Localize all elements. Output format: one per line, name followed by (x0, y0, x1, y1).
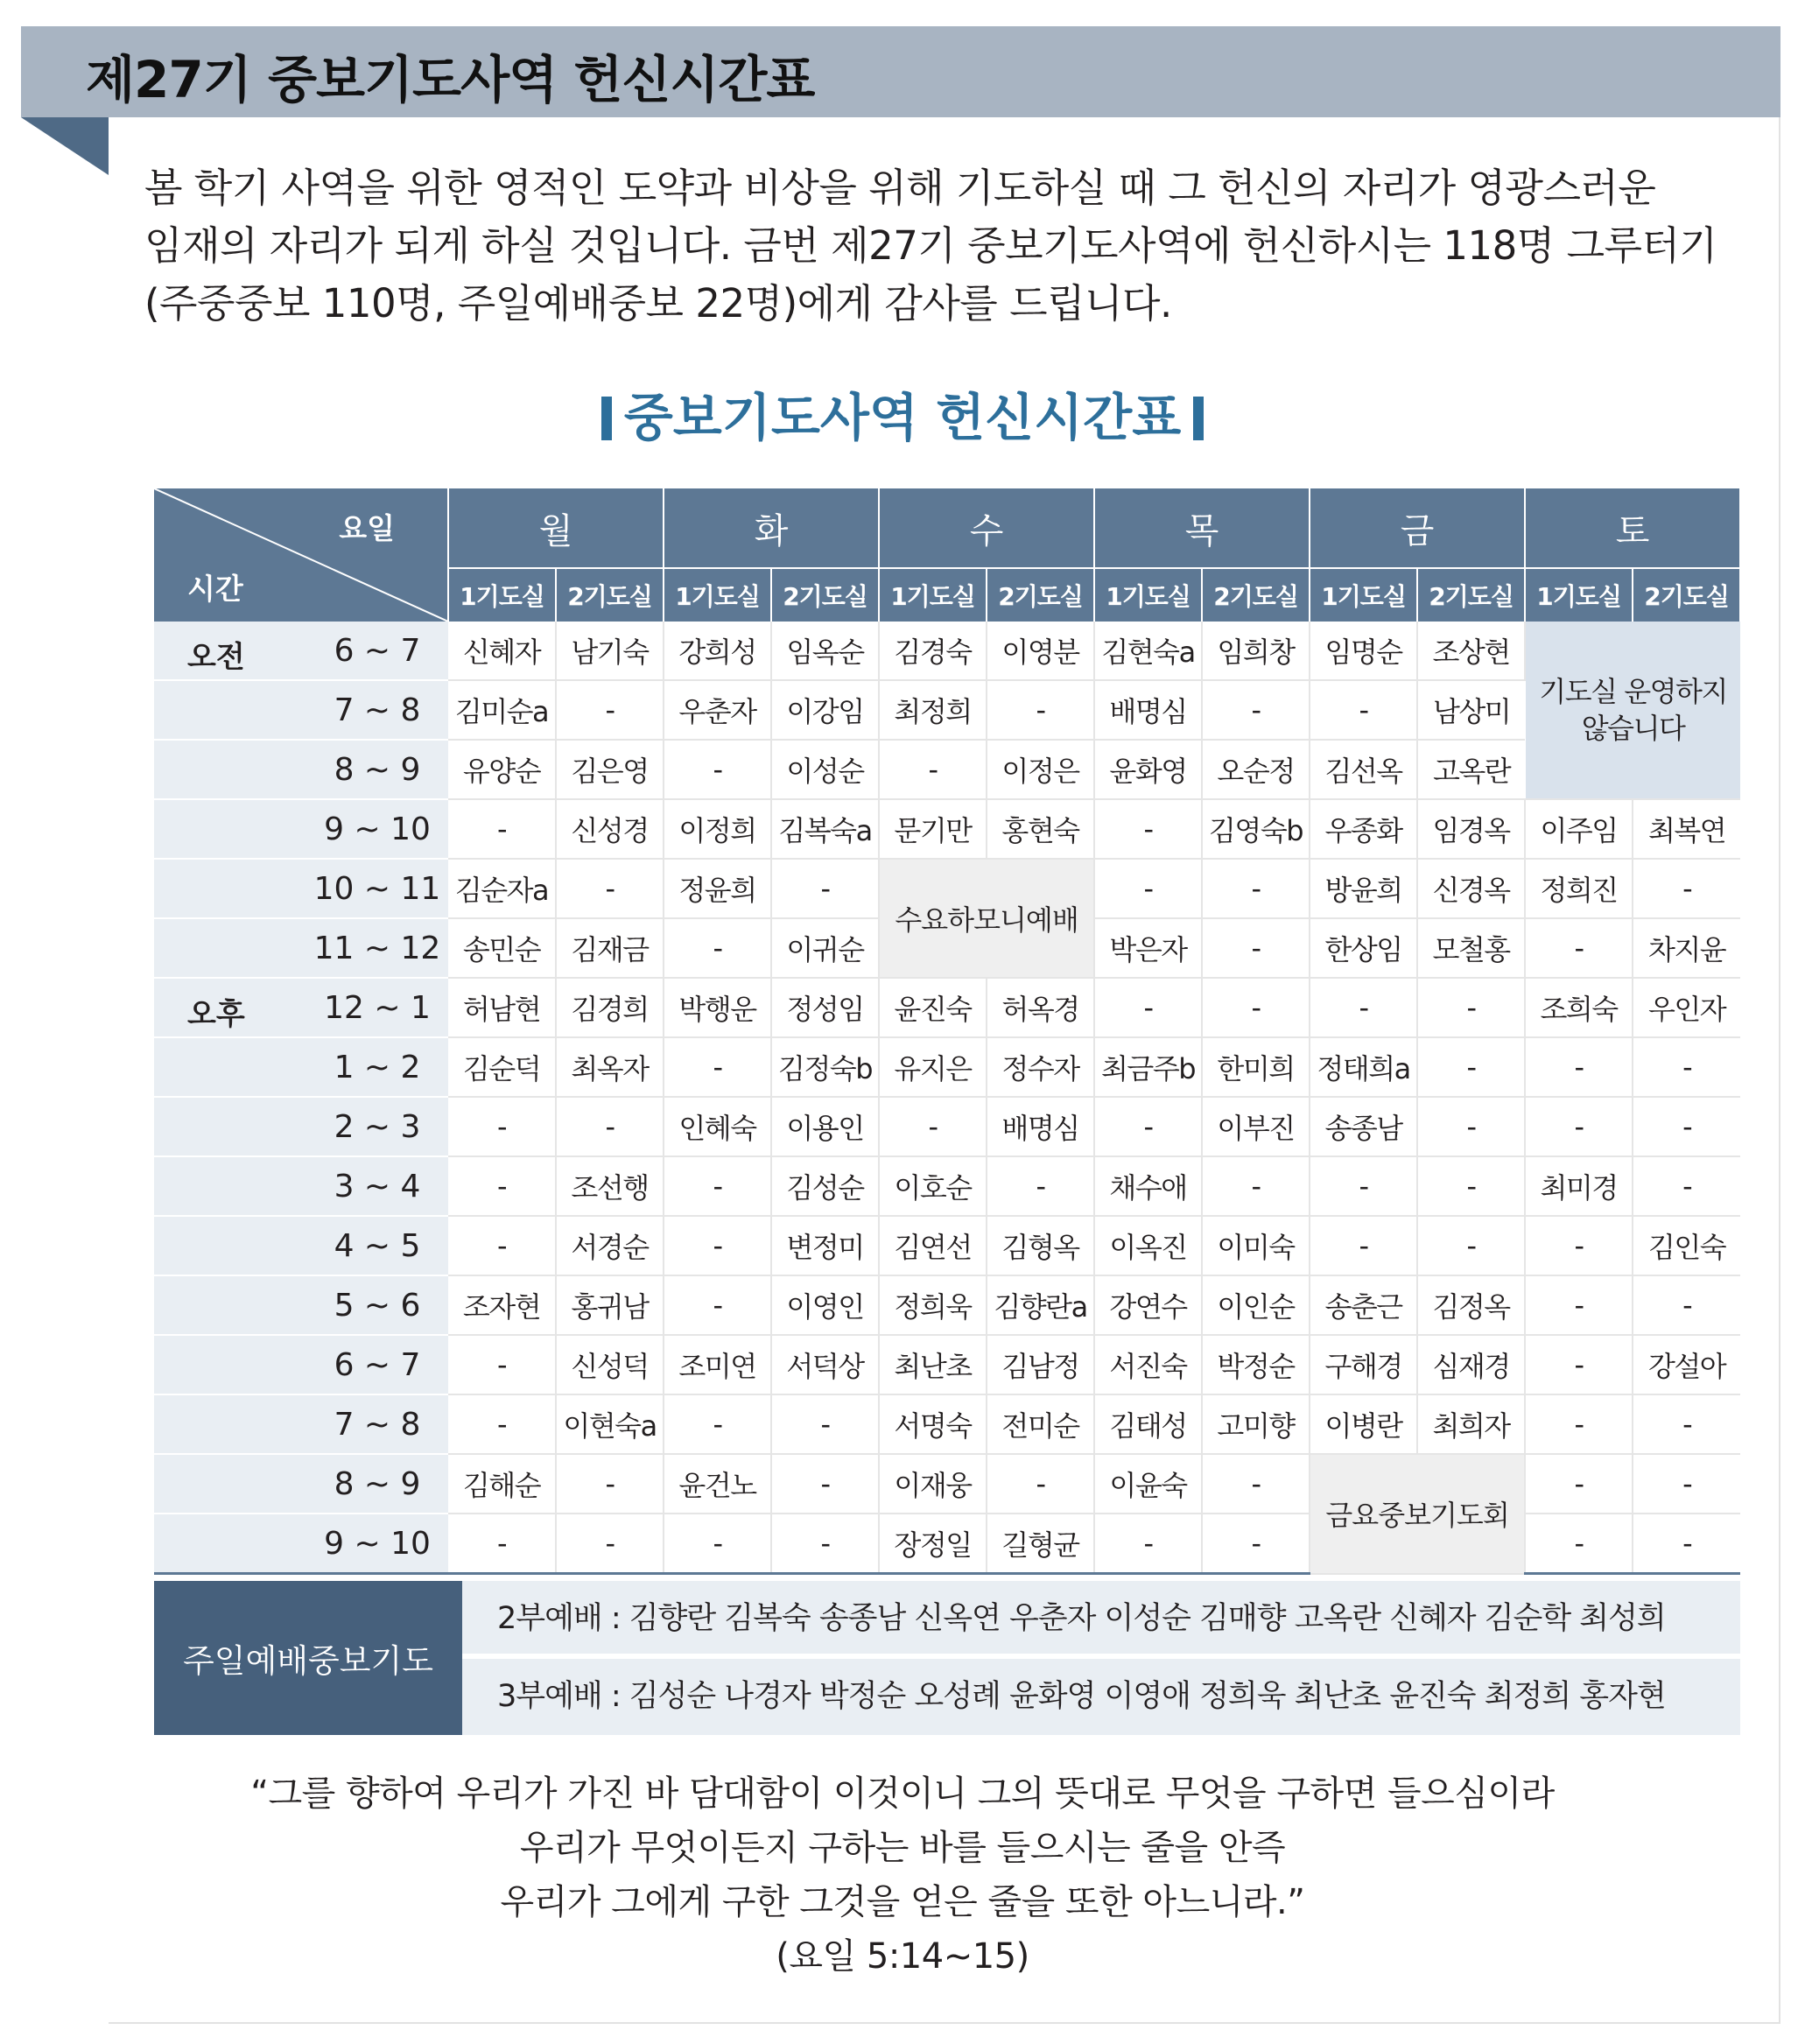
table-cell: 조자현 (448, 1275, 556, 1335)
table-cell: 신성경 (556, 799, 664, 859)
table-cell: 이옥진 (1094, 1216, 1202, 1275)
intro-line: 임재의 자리가 되게 하실 것입니다. 금번 제27기 중보기도사역에 헌신하시는 118명 그루터기 (144, 222, 1717, 269)
time-slot (154, 1454, 448, 1514)
time-range: 11 ~ 12 (313, 931, 441, 966)
table-cell: 고옥란 (1417, 740, 1525, 799)
table-cell: 최희자 (1417, 1394, 1525, 1454)
time-slot (154, 799, 448, 859)
title-bar-left (601, 397, 612, 440)
table-cell: - (664, 918, 771, 978)
time-range: 7 ~ 8 (334, 1407, 421, 1443)
table-cell: 우인자 (1633, 978, 1740, 1037)
table-cell: 이호순 (879, 1156, 987, 1216)
table-cell: 신경옥 (1417, 859, 1525, 918)
table-cell: 전미순 (987, 1394, 1094, 1454)
room-header: 2기도실 (556, 568, 664, 622)
table-cell: 인혜숙 (664, 1097, 771, 1156)
room-header: 2기도실 (1202, 568, 1310, 622)
table-cell: 김정옥 (1417, 1275, 1525, 1335)
table-cell: - (1633, 859, 1740, 918)
table-cell: - (1633, 1394, 1740, 1454)
table-cell: 박행운 (664, 978, 771, 1037)
table-cell: - (879, 1097, 987, 1156)
room-header: 1기도실 (879, 568, 987, 622)
table-cell: 조선행 (556, 1156, 664, 1216)
table-cell: 이성순 (771, 740, 879, 799)
table-row (154, 978, 1740, 1037)
time-range: 6 ~ 7 (334, 1347, 421, 1383)
table-cell: 길형균 (987, 1514, 1094, 1574)
table-cell: 김정숙b (771, 1037, 879, 1097)
table-cell: 김선옥 (1310, 740, 1417, 799)
table-row (154, 680, 1740, 740)
friday-prayer-block: 금요중보기도회 (1310, 1454, 1525, 1574)
table-cell: - (1202, 680, 1310, 740)
table-cell: 방윤희 (1310, 859, 1417, 918)
table-cell: 최금주b (1094, 1037, 1202, 1097)
table-cell: 정희진 (1525, 859, 1633, 918)
time-slot (154, 680, 448, 740)
table-cell: - (664, 1514, 771, 1574)
table-cell: - (448, 1216, 556, 1275)
table-cell: 이윤숙 (1094, 1454, 1202, 1514)
table-cell: 이용인 (771, 1097, 879, 1156)
table-cell: 정태희a (1310, 1037, 1417, 1097)
time-range: 8 ~ 9 (334, 752, 421, 788)
table-cell: - (987, 680, 1094, 740)
table-row (154, 1454, 1740, 1514)
table-cell: - (1310, 1156, 1417, 1216)
table-cell: - (664, 1156, 771, 1216)
table-cell: - (556, 859, 664, 918)
time-slot (154, 859, 448, 918)
table-cell: 조미연 (664, 1335, 771, 1394)
table-cell: - (1633, 1454, 1740, 1514)
time-range: 9 ~ 10 (324, 811, 431, 847)
table-cell: 박정순 (1202, 1335, 1310, 1394)
table-cell: 김남정 (987, 1335, 1094, 1394)
table-cell: 이주임 (1525, 799, 1633, 859)
table-cell: 김해순 (448, 1454, 556, 1514)
table-cell: - (448, 799, 556, 859)
room-header: 2기도실 (1417, 568, 1525, 622)
table-cell: 송종남 (1310, 1097, 1417, 1156)
table-cell: 서덕상 (771, 1335, 879, 1394)
sunday-service-2: 2부예배 : 김향란 김복숙 송종남 신옥연 우춘자 이성순 김매향 고옥란 신혜자 김순학 최성희 (462, 1581, 1740, 1656)
table-cell: 김경희 (556, 978, 664, 1037)
corner-day-label: 요일 (339, 511, 395, 545)
table-cell: - (1202, 859, 1310, 918)
table-cell: - (1417, 978, 1525, 1037)
page-title: 제27기 중보기도사역 헌신시간표 (86, 50, 815, 109)
table-cell: 임경옥 (1417, 799, 1525, 859)
table-cell: - (771, 1454, 879, 1514)
time-range: 6 ~ 7 (334, 633, 421, 669)
intro-paragraph (144, 159, 1764, 333)
table-cell: - (1525, 1097, 1633, 1156)
table-cell: 차지윤 (1633, 918, 1740, 978)
room-header: 1기도실 (664, 568, 771, 622)
table-cell: 이영인 (771, 1275, 879, 1335)
time-range: 9 ~ 10 (324, 1526, 431, 1562)
verse-line: 우리가 그에게 구한 그것을 얻은 줄을 또한 아느니라.” (500, 1882, 1305, 1922)
time-slot (154, 1097, 448, 1156)
day-header-sat: 토 (1525, 488, 1740, 568)
table-cell: 조희숙 (1525, 978, 1633, 1037)
pm-label: 오후 (187, 997, 245, 1032)
table-cell: 고미향 (1202, 1394, 1310, 1454)
table-cell: 윤진숙 (879, 978, 987, 1037)
time-range: 8 ~ 9 (334, 1466, 421, 1502)
table-cell: - (1202, 1514, 1310, 1574)
intro-line: (주중중보 110명, 주일예배중보 22명)에게 감사를 드립니다. (144, 280, 1172, 327)
table-row (154, 1216, 1740, 1275)
day-header-fri: 금 (1310, 488, 1525, 568)
schedule-table (154, 488, 1741, 1575)
table-cell: 홍현숙 (987, 799, 1094, 859)
table-cell: 최정희 (879, 680, 987, 740)
table-cell: - (1525, 1037, 1633, 1097)
table-cell: 이정은 (987, 740, 1094, 799)
table-cell: 최미경 (1525, 1156, 1633, 1216)
table-cell: - (1525, 1275, 1633, 1335)
time-range: 3 ~ 4 (334, 1169, 421, 1205)
table-cell: 강설아 (1633, 1335, 1740, 1394)
table-cell: 문기만 (879, 799, 987, 859)
table-cell: 남기숙 (556, 622, 664, 680)
time-slot (154, 1156, 448, 1216)
table-cell: - (1094, 1514, 1202, 1574)
table-cell: - (879, 740, 987, 799)
time-range: 7 ~ 8 (334, 692, 421, 728)
table-cell: - (771, 859, 879, 918)
table-cell: - (1633, 1275, 1740, 1335)
table-cell: 김성순 (771, 1156, 879, 1216)
table-cell: 김영숙b (1202, 799, 1310, 859)
sunday-service-3: 3부예배 : 김성순 나경자 박정순 오성례 윤화영 이영애 정희욱 최난초 윤진숙 최정희 홍자현 (462, 1659, 1740, 1735)
table-cell: - (448, 1335, 556, 1394)
table-cell: - (771, 1394, 879, 1454)
table-cell: 최난초 (879, 1335, 987, 1394)
table-cell: 허남현 (448, 978, 556, 1037)
table-cell: - (1525, 1335, 1633, 1394)
table-cell: - (1417, 1037, 1525, 1097)
table-cell: 김순자a (448, 859, 556, 918)
table-cell: 강연수 (1094, 1275, 1202, 1335)
time-slot (154, 622, 448, 680)
table-cell: 남상미 (1417, 680, 1525, 740)
room-header: 2기도실 (1633, 568, 1740, 622)
table-cell: - (1094, 799, 1202, 859)
table-cell: 채수애 (1094, 1156, 1202, 1216)
sunday-label: 주일예배중보기도 (154, 1581, 462, 1735)
time-range: 1 ~ 2 (334, 1050, 421, 1085)
verse-line: 우리가 무엇이든지 구하는 바를 들으시는 줄을 안즉 (519, 1828, 1286, 1868)
table-cell: 유지은 (879, 1037, 987, 1097)
room-header: 2기도실 (987, 568, 1094, 622)
table-row (154, 859, 1740, 918)
table-row (154, 1097, 1740, 1156)
time-range: 5 ~ 6 (334, 1288, 421, 1324)
room-header: 1기도실 (448, 568, 556, 622)
table-cell: - (1633, 1037, 1740, 1097)
table-cell: 이미숙 (1202, 1216, 1310, 1275)
table-cell: 배명심 (1094, 680, 1202, 740)
day-header-wed: 수 (879, 488, 1094, 568)
table-cell: - (556, 1514, 664, 1574)
table-cell: 김태성 (1094, 1394, 1202, 1454)
time-slot (154, 1037, 448, 1097)
table-cell: - (1310, 1216, 1417, 1275)
table-cell: - (987, 1454, 1094, 1514)
table-title-text: 중보기도사역 헌신시간표 (623, 388, 1182, 447)
table-cell: 김연선 (879, 1216, 987, 1275)
table-cell: 서경순 (556, 1216, 664, 1275)
table-cell: - (1525, 1394, 1633, 1454)
time-slot (154, 1335, 448, 1394)
day-header-thu: 목 (1094, 488, 1310, 568)
table-cell: 이강임 (771, 680, 879, 740)
table-cell: 이인순 (1202, 1275, 1310, 1335)
table-cell: 우종화 (1310, 799, 1417, 859)
table-cell: 오순정 (1202, 740, 1310, 799)
room-header: 2기도실 (771, 568, 879, 622)
table-cell: 정윤희 (664, 859, 771, 918)
table-cell: 정희욱 (879, 1275, 987, 1335)
closed-notice: 기도실 운영하지 않습니다 (1525, 622, 1740, 799)
table-cell: 모철홍 (1417, 918, 1525, 978)
table-cell: - (1202, 918, 1310, 978)
table-cell: - (448, 1097, 556, 1156)
time-range: 10 ~ 11 (313, 871, 441, 907)
am-label: 오전 (187, 640, 245, 675)
title-banner (21, 26, 1780, 117)
table-cell: 임명순 (1310, 622, 1417, 680)
table-cell: - (1094, 859, 1202, 918)
table-cell: 구해경 (1310, 1335, 1417, 1394)
time-slot (154, 1514, 448, 1574)
wednesday-service-block: 수요하모니예배 (879, 859, 1094, 978)
table-row (154, 1037, 1740, 1097)
time-slot (154, 1216, 448, 1275)
time-slot (154, 740, 448, 799)
table-cell: 서진숙 (1094, 1335, 1202, 1394)
table-cell: - (664, 1394, 771, 1454)
banner-fold-corner (21, 117, 109, 175)
table-cell: - (664, 1037, 771, 1097)
table-cell: - (1525, 918, 1633, 978)
table-cell: - (1633, 1514, 1740, 1574)
table-cell: - (556, 1097, 664, 1156)
table-cell: - (664, 1216, 771, 1275)
table-cell: - (1094, 1097, 1202, 1156)
table-row (154, 1156, 1740, 1216)
table-cell: - (1202, 1454, 1310, 1514)
time-slot (154, 1394, 448, 1454)
table-cell: - (1310, 680, 1417, 740)
table-cell: 신성덕 (556, 1335, 664, 1394)
table-cell: 허옥경 (987, 978, 1094, 1037)
time-range: 12 ~ 1 (324, 990, 431, 1026)
table-cell: 김복숙a (771, 799, 879, 859)
table-cell: 김미순a (448, 680, 556, 740)
table-row (154, 1394, 1740, 1454)
table-row (154, 1335, 1740, 1394)
table-cell: - (664, 1275, 771, 1335)
table-cell: - (664, 740, 771, 799)
table-cell: 서명숙 (879, 1394, 987, 1454)
table-cell: - (1094, 978, 1202, 1037)
table-cell: - (1525, 1454, 1633, 1514)
table-cell: - (1633, 1097, 1740, 1156)
time-range: 4 ~ 5 (334, 1228, 421, 1264)
table-cell: 김재금 (556, 918, 664, 978)
table-cell: - (1633, 1156, 1740, 1216)
table-cell: 우춘자 (664, 680, 771, 740)
room-header: 1기도실 (1310, 568, 1417, 622)
table-cell: 한미희 (1202, 1037, 1310, 1097)
table-cell: 김인숙 (1633, 1216, 1740, 1275)
table-cell: - (1202, 978, 1310, 1037)
day-header-mon: 월 (448, 488, 664, 568)
table-cell: 이재웅 (879, 1454, 987, 1514)
table-cell: - (1202, 1156, 1310, 1216)
day-header-tue: 화 (664, 488, 879, 568)
table-cell: 윤건노 (664, 1454, 771, 1514)
sunday-prayer-box (154, 1581, 1740, 1735)
table-cell: 김은영 (556, 740, 664, 799)
corner-time-label: 시간 (187, 572, 243, 606)
table-cell: 김순덕 (448, 1037, 556, 1097)
table-cell: 윤화영 (1094, 740, 1202, 799)
table-cell: - (1417, 1097, 1525, 1156)
table-cell: 이현숙a (556, 1394, 664, 1454)
table-cell: 강희성 (664, 622, 771, 680)
table-cell: 심재경 (1417, 1335, 1525, 1394)
table-cell: - (556, 1454, 664, 1514)
table-cell: - (448, 1394, 556, 1454)
scripture-quote (0, 1767, 1805, 1984)
table-cell: 임옥순 (771, 622, 879, 680)
table-cell: 이정희 (664, 799, 771, 859)
table-cell: 이영분 (987, 622, 1094, 680)
room-header: 1기도실 (1525, 568, 1633, 622)
table-cell: 김경숙 (879, 622, 987, 680)
table-cell: 정수자 (987, 1037, 1094, 1097)
table-cell: 김형옥 (987, 1216, 1094, 1275)
table-cell: - (448, 1156, 556, 1216)
table-cell: 임희창 (1202, 622, 1310, 680)
verse-line: “그를 향하여 우리가 가진 바 담대함이 이것이니 그의 뜻대로 무엇을 구하면 들으심이라 (250, 1774, 1555, 1814)
table-cell: 유양순 (448, 740, 556, 799)
table-cell: 한상임 (1310, 918, 1417, 978)
table-cell: - (448, 1514, 556, 1574)
table-row (154, 622, 1740, 680)
title-bar-right (1193, 397, 1204, 440)
intro-line: 봄 학기 사역을 위한 영적인 도약과 비상을 위해 기도하실 때 그 헌신의 자리가 영광스러운 (144, 165, 1656, 211)
table-cell: 최복연 (1633, 799, 1740, 859)
table-cell: 송춘근 (1310, 1275, 1417, 1335)
table-cell: - (771, 1514, 879, 1574)
room-header: 1기도실 (1094, 568, 1202, 622)
table-cell: - (1417, 1216, 1525, 1275)
verse-reference: (요일 5:14~15) (776, 1936, 1029, 1977)
table-cell: 김향란a (987, 1275, 1094, 1335)
table-cell: 최옥자 (556, 1037, 664, 1097)
table-cell: 이부진 (1202, 1097, 1310, 1156)
table-cell: 정성임 (771, 978, 879, 1037)
table-cell: - (987, 1156, 1094, 1216)
table-cell: - (1310, 978, 1417, 1037)
table-row (154, 1275, 1740, 1335)
time-slot (154, 978, 448, 1037)
time-slot (154, 918, 448, 978)
table-cell: 조상현 (1417, 622, 1525, 680)
table-row (154, 799, 1740, 859)
table-cell: 배명심 (987, 1097, 1094, 1156)
table-cell: 박은자 (1094, 918, 1202, 978)
table-row (154, 740, 1740, 799)
table-cell: - (1525, 1216, 1633, 1275)
table-cell: 송민순 (448, 918, 556, 978)
table-cell: 신혜자 (448, 622, 556, 680)
table-cell: - (1525, 1514, 1633, 1574)
table-cell: - (1417, 1156, 1525, 1216)
table-cell: 변정미 (771, 1216, 879, 1275)
table-cell: 김현숙a (1094, 622, 1202, 680)
time-range: 2 ~ 3 (334, 1109, 421, 1145)
table-cell: 이병란 (1310, 1394, 1417, 1454)
corner-header (154, 488, 448, 622)
table-cell: 장정일 (879, 1514, 987, 1574)
table-cell: - (556, 680, 664, 740)
table-cell: 이귀순 (771, 918, 879, 978)
time-slot (154, 1275, 448, 1335)
table-title (0, 376, 1805, 450)
table-cell: 홍귀남 (556, 1275, 664, 1335)
